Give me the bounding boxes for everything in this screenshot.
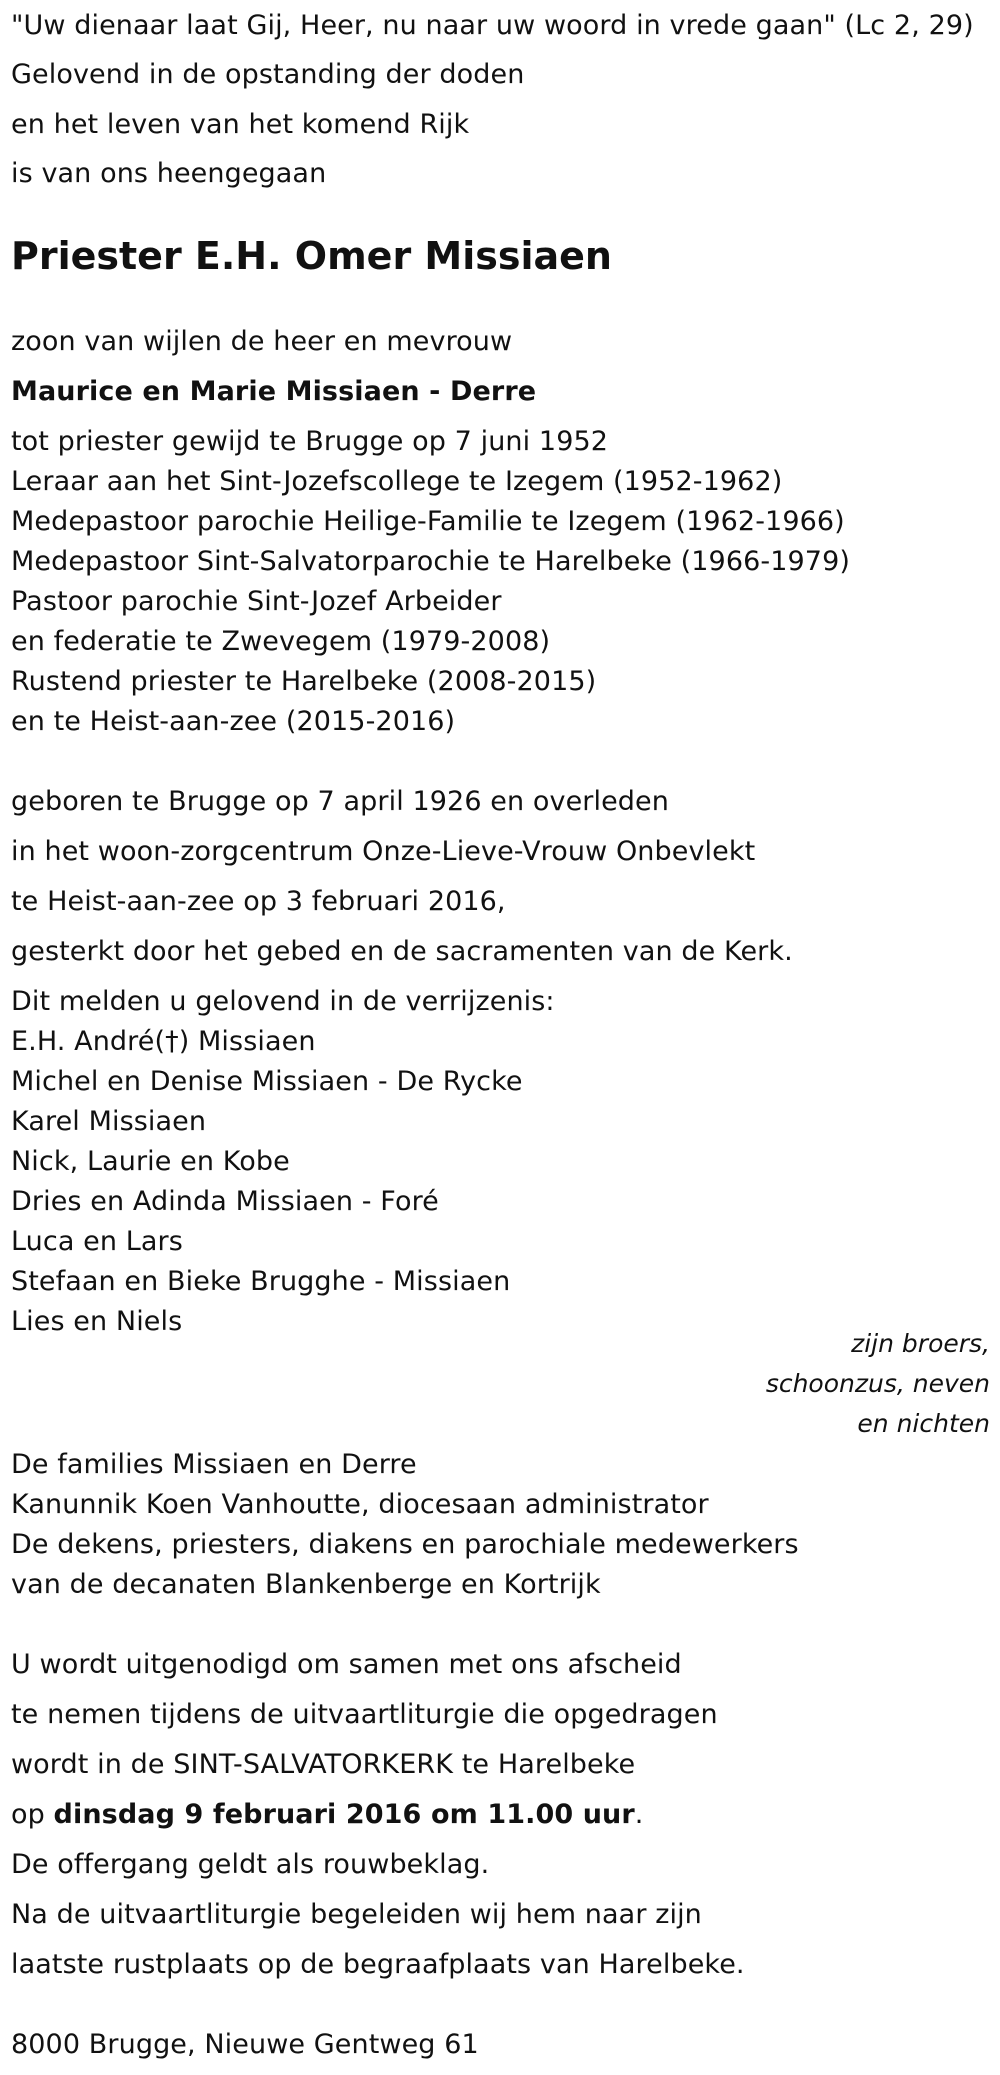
announcement: Dit melden u gelovend in de verrijzenis: xyxy=(11,986,555,1017)
career-line: tot priester gewijd te Brugge op 7 juni 1952 xyxy=(11,426,609,457)
career-line: Medepastoor parochie Heilige-Familie te Izegem (1962-1966) xyxy=(11,506,845,537)
invitation-line: U wordt uitgenodigd om samen met ons afscheid xyxy=(11,1649,682,1680)
others-line: van de decanaten Blankenberge en Kortrijk xyxy=(11,1569,601,1600)
career-line: en te Heist-aan-zee (2015-2016) xyxy=(11,706,456,737)
others-line: De families Missiaen en Derre xyxy=(11,1449,417,1480)
family-member: E.H. André(†) Missiaen xyxy=(11,1026,316,1057)
family-member: Karel Missiaen xyxy=(11,1106,207,1137)
family-member: Dries en Adinda Missiaen - Foré xyxy=(11,1186,439,1217)
parents-intro: zoon van wijlen de heer en mevrouw xyxy=(11,326,513,357)
invitation-line: De offergang geldt als rouwbeklag. xyxy=(11,1849,490,1880)
others-line: Kanunnik Koen Vanhoutte, diocesaan administrator xyxy=(11,1489,709,1520)
intro-line: Gelovend in de opstanding der doden xyxy=(11,59,525,90)
career-line: Leraar aan het Sint-Jozefscollege te Izegem (1952-1962) xyxy=(11,466,783,497)
funeral-date-suffix: . xyxy=(634,1799,644,1830)
invitation-line: laatste rustplaats op de begraafplaats van Harelbeke. xyxy=(11,1949,745,1980)
family-role-line: schoonzus, neven xyxy=(765,1369,990,1398)
family-role-line: en nichten xyxy=(857,1409,990,1438)
family-member: Nick, Laurie en Kobe xyxy=(11,1146,290,1177)
birth-death-line: in het woon-zorgcentrum Onze-Lieve-Vrouw Onbevlekt xyxy=(11,836,756,867)
funeral-date-line xyxy=(11,1797,643,1833)
birth-death-line: gesterkt door het gebed en de sacramenten van de Kerk. xyxy=(11,936,793,967)
career-line: Rustend priester te Harelbeke (2008-2015) xyxy=(11,666,597,697)
family-role-line: zijn broers, xyxy=(851,1329,990,1358)
family-member: Luca en Lars xyxy=(11,1226,183,1257)
parents-names: Maurice en Marie Missiaen - Derre xyxy=(11,376,537,407)
funeral-date: dinsdag 9 februari 2016 om 11.00 uur xyxy=(53,1799,635,1830)
birth-death-line: geboren te Brugge op 7 april 1926 en overleden xyxy=(11,786,669,817)
family-member: Stefaan en Bieke Brugghe - Missiaen xyxy=(11,1266,511,1297)
bible-quote: "Uw dienaar laat Gij, Heer, nu naar uw woord in vrede gaan" (Lc 2, 29) xyxy=(11,10,974,41)
family-member: Lies en Niels xyxy=(11,1306,183,1337)
intro-line: en het leven van het komend Rijk xyxy=(11,109,470,140)
intro-line: is van ons heengegaan xyxy=(11,158,327,189)
career-line: Medepastoor Sint-Salvatorparochie te Harelbeke (1966-1979) xyxy=(11,546,850,577)
invitation-line: te nemen tijdens de uitvaartliturgie die opgedragen xyxy=(11,1699,718,1730)
invitation-line: wordt in de SINT-SALVATORKERK te Harelbeke xyxy=(11,1749,636,1780)
funeral-date-prefix: op xyxy=(11,1799,54,1830)
career-line: en federatie te Zwevegem (1979-2008) xyxy=(11,626,551,657)
others-line: De dekens, priesters, diakens en parochiale medewerkers xyxy=(11,1529,799,1560)
address: 8000 Brugge, Nieuwe Gentweg 61 xyxy=(11,2029,479,2060)
family-member: Michel en Denise Missiaen - De Rycke xyxy=(11,1066,523,1097)
career-line: Pastoor parochie Sint-Jozef Arbeider xyxy=(11,586,502,617)
birth-death-line: te Heist-aan-zee op 3 februari 2016, xyxy=(11,886,506,917)
deceased-name: Priester E.H. Omer Missiaen xyxy=(11,234,612,278)
invitation-line: Na de uitvaartliturgie begeleiden wij hem naar zijn xyxy=(11,1899,702,1930)
